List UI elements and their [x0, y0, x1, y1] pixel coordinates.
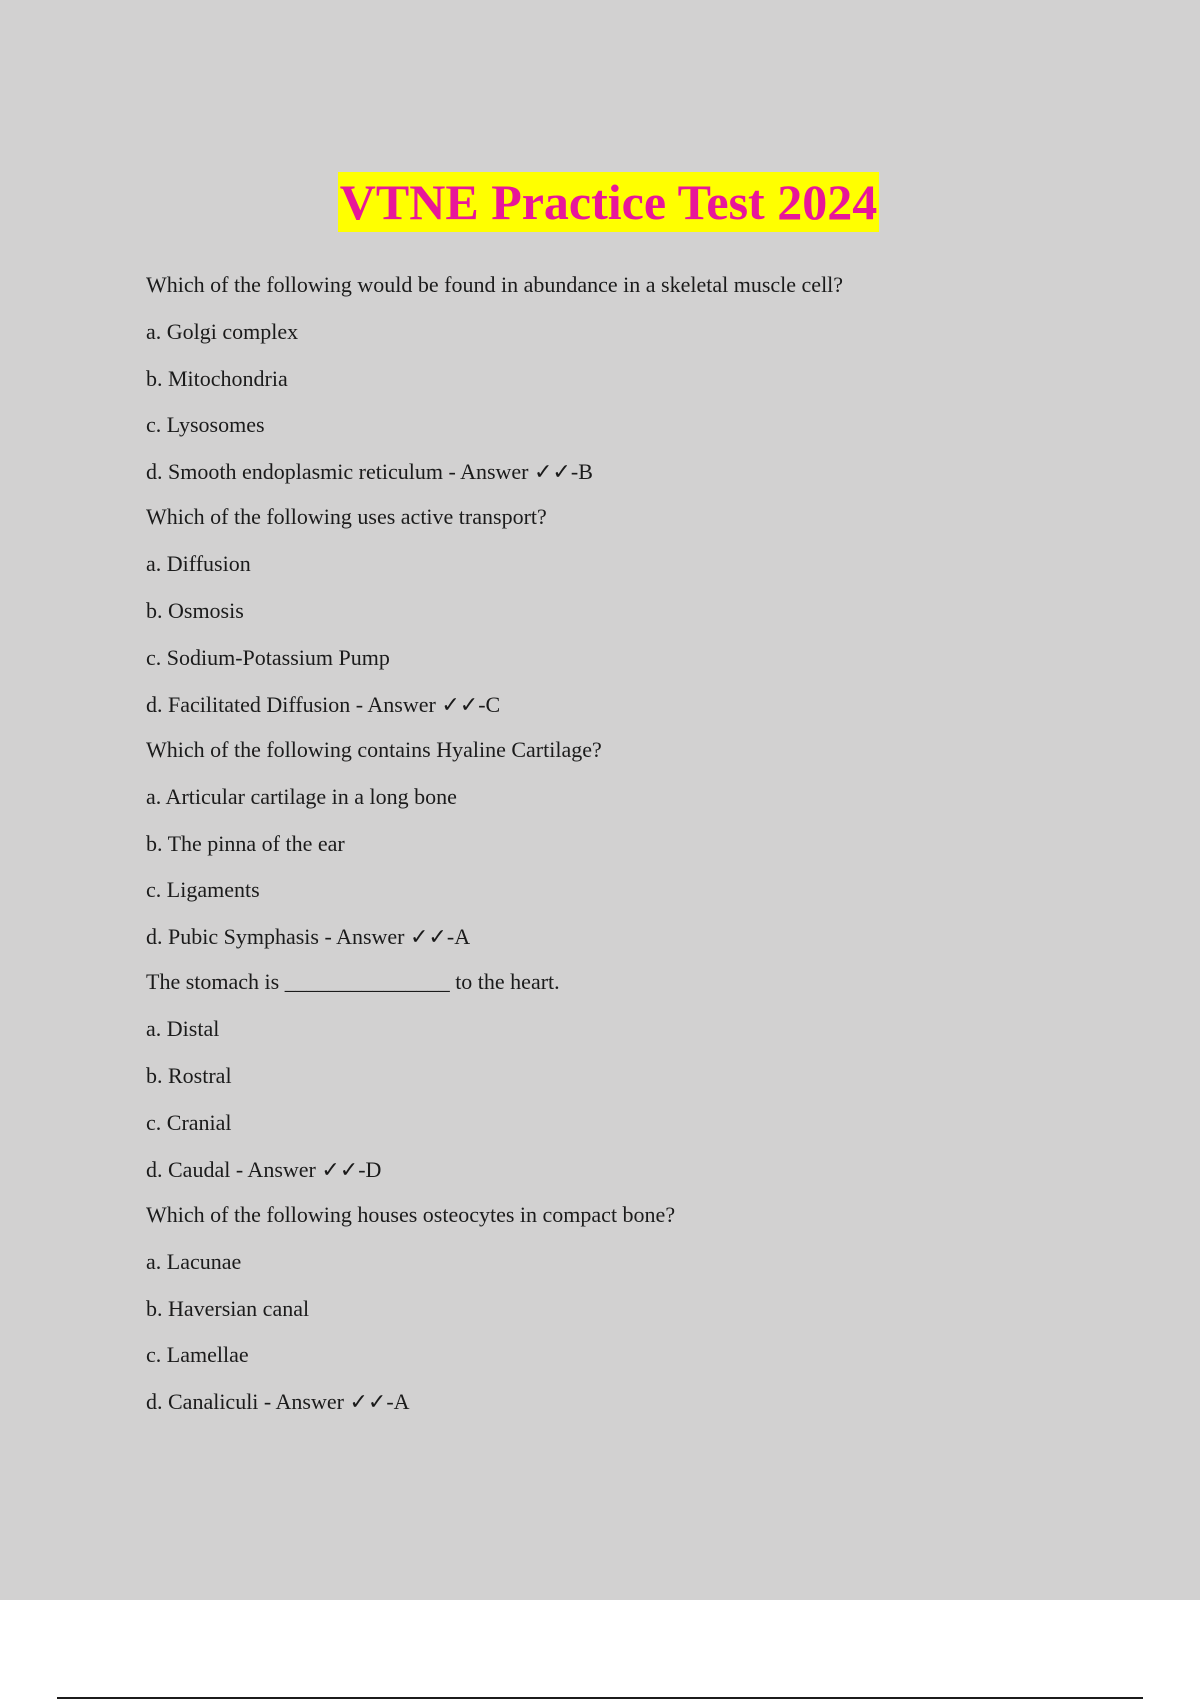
question-3-option-a: a. Articular cartilage in a long bone	[146, 783, 457, 809]
question-3-option-b: b. The pinna of the ear	[146, 830, 345, 856]
question-3-option-c: c. Ligaments	[146, 877, 260, 903]
question-2-option-a: a. Diffusion	[146, 551, 251, 577]
question-1-option-c: c. Lysosomes	[146, 412, 265, 438]
question-5-option-a: a. Lacunae	[146, 1248, 242, 1274]
question-1-option-b: b. Mitochondria	[146, 365, 288, 391]
question-4-option-b: b. Rostral	[146, 1063, 232, 1089]
question-1-option-d-answer: d. Smooth endoplasmic reticulum - Answer ✓✓-B	[146, 459, 593, 485]
question-4-option-a: a. Distal	[146, 1016, 220, 1042]
question-4-option-c: c. Cranial	[146, 1109, 232, 1135]
question-3: Which of the following contains Hyaline Cartilage?	[146, 736, 602, 762]
question-1: Which of the following would be found in abundance in a skeletal muscle cell?	[146, 272, 844, 297]
question-5-option-c: c. Lamellae	[146, 1342, 249, 1368]
question-4-option-d-answer: d. Caudal - Answer ✓✓-D	[146, 1156, 382, 1182]
footer-divider	[57, 1697, 1143, 1699]
question-list	[146, 270, 1106, 1432]
question-2-option-d-answer: d. Facilitated Diffusion - Answer ✓✓-C	[146, 691, 501, 717]
title-container	[0, 172, 1200, 232]
question-1-option-a: a. Golgi complex	[146, 318, 299, 344]
question-4: The stomach is _______________ to the heart.	[146, 969, 560, 995]
page-title: VTNE Practice Test 2024	[339, 174, 878, 230]
question-5: Which of the following houses osteocytes in compact bone?	[146, 1201, 676, 1227]
question-3-option-d-answer: d. Pubic Symphasis - Answer ✓✓-A	[146, 924, 471, 950]
question-5-option-b: b. Haversian canal	[146, 1295, 310, 1321]
question-2: Which of the following uses active transport?	[146, 504, 547, 530]
question-5-option-d-answer: d. Canaliculi - Answer ✓✓-A	[146, 1389, 410, 1415]
question-2-option-b: b. Osmosis	[146, 598, 244, 624]
question-2-option-c: c. Sodium-Potassium Pump	[146, 644, 390, 670]
